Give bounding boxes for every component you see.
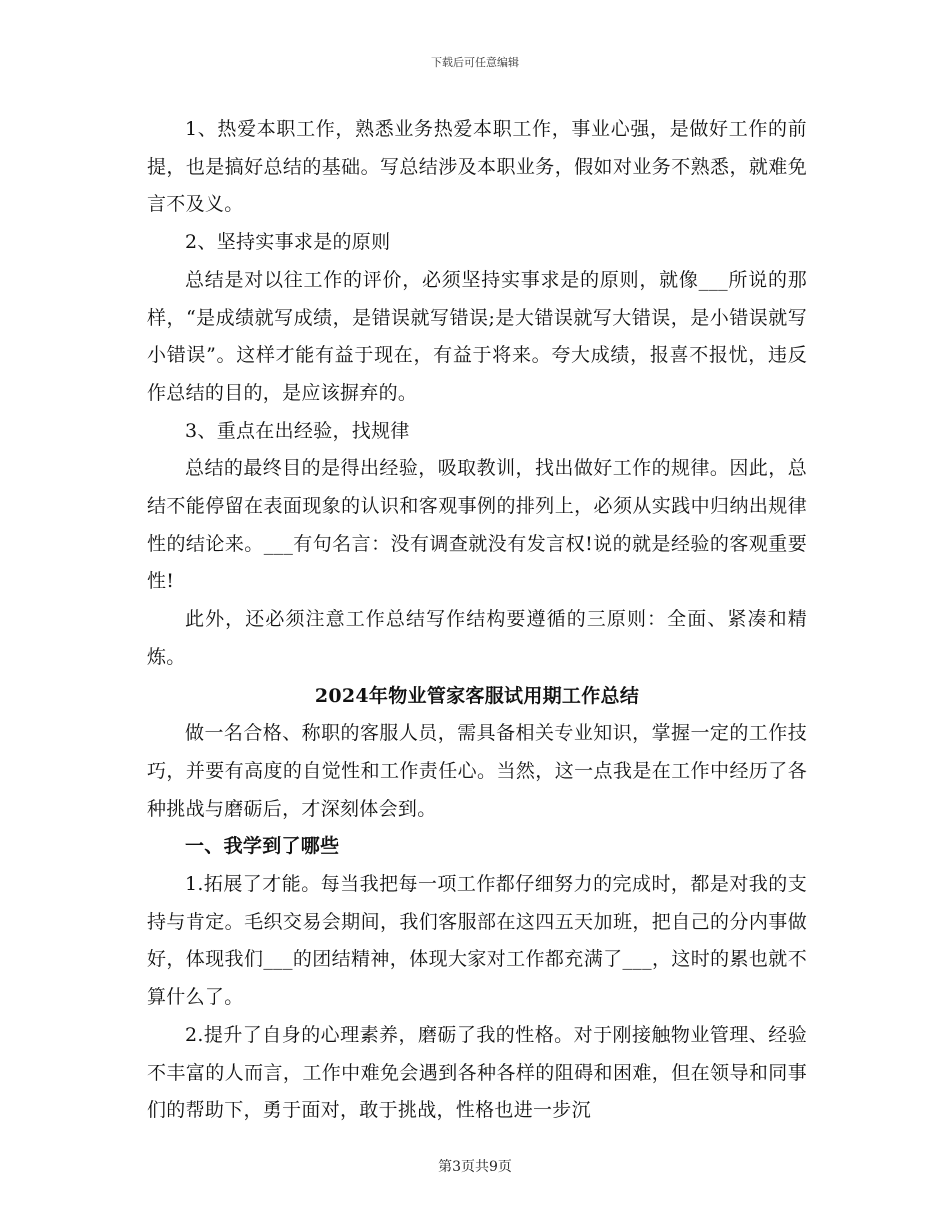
paragraph: 总结是对以往工作的评价，必须坚持实事求是的原则，就像___所说的那样，“是成绩就写成绩，是错误就写错误;是大错误就写大错误，是小错误就写小错误”。这样才能有益于现在，有益于将来。夸大成绩，报喜不报忧，违反作总结的目的，是应该摒弃的。 <box>147 268 807 404</box>
paragraph: 此外，还必须注意工作总结写作结构要遵循的三原则：全面、紧凑和精炼。 <box>147 608 807 668</box>
document-body <box>147 111 807 1130</box>
paragraph: 总结的最终目的是得出经验，吸取教训，找出做好工作的规律。因此，总结不能停留在表面现象的认识和客观事例的排列上，必须从实践中归纳出规律性的结论来。___有句名言：没有调查就没有发言权!说的就是经验的客观重要性! <box>147 457 807 593</box>
paragraph: 1.拓展了才能。每当我把每一项工作都仔细努力的完成时，都是对我的支持与肯定。毛织交易会期间，我们客服部在这四五天加班，把自己的分内事做好，体现我们___的团结精神，体现大家对工作都充满了___，这时的累也就不算什么了。 <box>147 873 807 1009</box>
paragraph-heading: 2、坚持实事求是的原则 <box>185 231 391 254</box>
subsection-heading: 一、我学到了哪些 <box>185 835 340 858</box>
header-note: 下载后可任意编辑 <box>431 56 519 69</box>
paragraph-heading: 3、重点在出经验，找规律 <box>185 419 410 442</box>
paragraph: 2.提升了自身的心理素养，磨砺了我的性格。对于刚接触物业管理、经验不丰富的人而言，工作中难免会遇到各种各样的阻碍和困难，但在领导和同事们的帮助下，勇于面对，敢于挑战，性格也进一步沉 <box>147 1023 807 1122</box>
paragraph: 做一名合格、称职的客服人员，需具备相关专业知识，掌握一定的工作技巧，并要有高度的自觉性和工作责任心。当然，这一点我是在工作中经历了各种挑战与磨砺后，才深刻体会到。 <box>147 722 807 820</box>
page-number: 第3页共9页 <box>438 1159 512 1175</box>
section-title: 2024年物业管家客服试用期工作总结 <box>314 684 640 707</box>
paragraph: 1、热爱本职工作，熟悉业务热爱本职工作，事业心强，是做好工作的前提，也是搞好总结的基础。写总结涉及本职业务，假如对业务不熟悉，就难免言不及义。 <box>147 118 807 216</box>
